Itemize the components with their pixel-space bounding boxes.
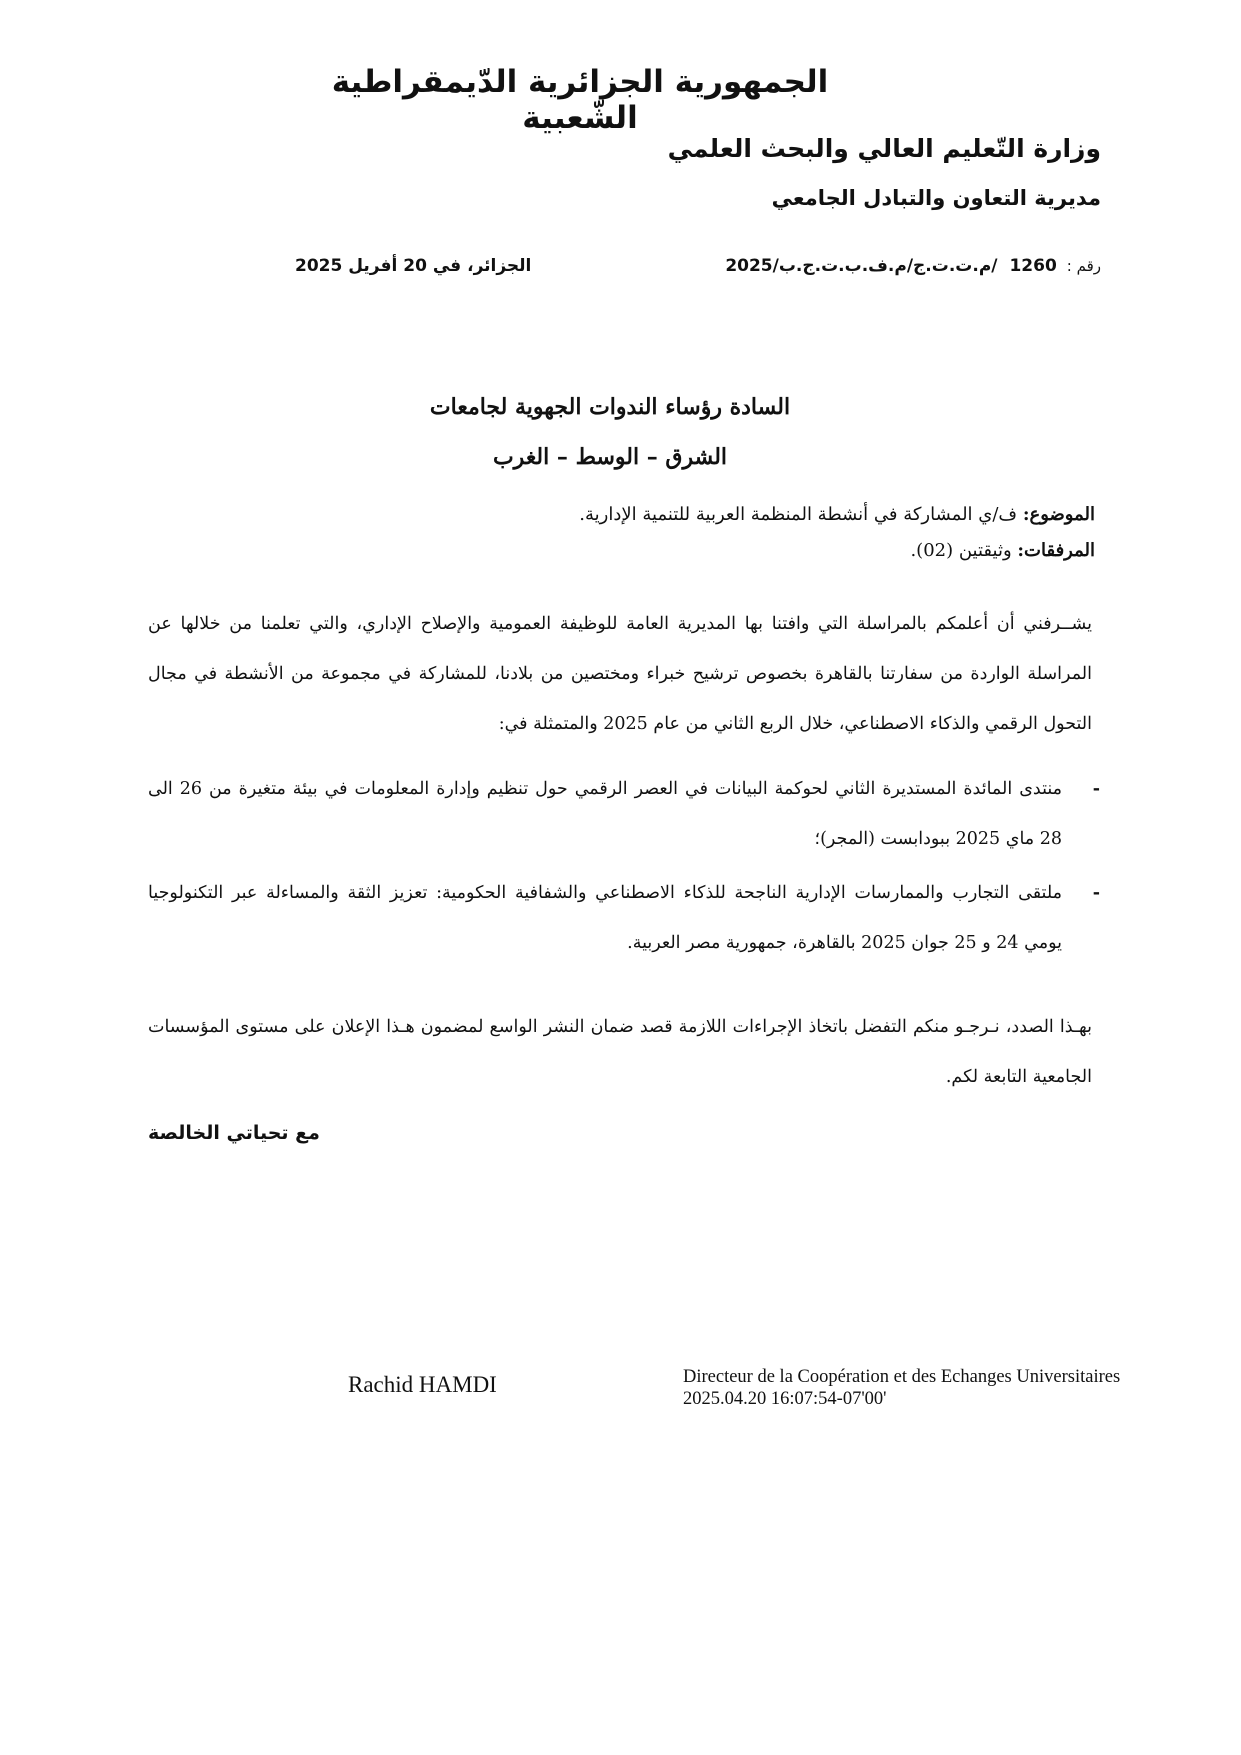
signature-details (683, 1366, 1120, 1410)
subject-text: ف/ي المشاركة في أنشطة المنظمة العربية للتنمية الإدارية. (579, 504, 1018, 525)
attachments-text: وثيقتين (02). (910, 540, 1012, 561)
attachments-label: المرفقات: (1017, 540, 1095, 561)
closing-salutation: مع تحياتي الخالصة (148, 1122, 320, 1144)
reference-block (725, 256, 1101, 276)
subject-label: الموضوع: (1022, 504, 1095, 525)
list-item (148, 868, 1100, 968)
activities-list (148, 764, 1100, 972)
direction-title: مديرية التعاون والتبادل الجامعي (771, 186, 1101, 210)
list-item-text: ملتقى التجارب والممارسات الإدارية الناجحة للذكاء الاصطناعي والشفافية الحكومية: تعزيز الثقة والمساءلة عبر التكنولوجيا يومي 24 و 25 جوان 2025 بالقاهرة، جمهورية مصر العربية. (148, 883, 1062, 953)
republic-title: الجمهورية الجزائرية الدّيمقراطية الشّعبية (331, 64, 829, 136)
recipient-line-1: السادة رؤساء الندوات الجهوية لجامعات (429, 394, 791, 420)
bullet-dash: - (1092, 883, 1100, 903)
reference-number: 1260 (1009, 256, 1057, 276)
recipient-line-2: الشرق – الوسط – الغرب (492, 444, 728, 470)
date-line: الجزائر، في 20 أفريل 2025 (295, 256, 532, 276)
list-item-text: منتدى المائدة المستديرة الثاني لحوكمة البيانات في العصر الرقمي حول تنظيم وإدارة المعلومات في بيئة متغيرة من 26 الى 28 ماي 2025 ببودابست (المجر)؛ (148, 779, 1063, 849)
signature-timestamp: 2025.04.20 16:07:54-07'00' (683, 1389, 887, 1409)
signatory-title: Directeur de la Coopération et des Echanges Universitaires (683, 1367, 1121, 1387)
signatory-name: Rachid HAMDI (348, 1372, 497, 1397)
body-paragraph-2: بهـذا الصدد، نـرجـو منكم التفضل باتخاذ الإجراءات اللازمة قصد ضمان النشر الواسع لمضمون هـذا الإعلان على مستوى المؤسسات الجامعية التابعة لكم. (148, 1017, 1092, 1087)
list-item (148, 764, 1100, 864)
reference-label: رقم : (1066, 257, 1101, 275)
letter-meta (579, 497, 1095, 569)
body-paragraph-1: يشــرفني أن أعلمكم بالمراسلة التي وافتنا بها المديرية العامة للوظيفة العمومية والإصلاح الإداري، والتي تعلمنا من خلالها عن المراسلة الواردة من سفارتنا بالقاهرة بخصوص ترشيح خبراء ومختصين من بلادنا، للمشاركة في مجموعة من الأنشطة في مجال التحول الرقمي والذكاء الاصطناعي، خلال الربع الثاني من عام 2025 والمتمثلة في: (148, 614, 1092, 734)
subject-line (579, 497, 1095, 533)
bullet-dash: - (1092, 779, 1100, 799)
attachments-line (579, 533, 1095, 569)
reference-code: /م.ت.ت.ج/م.ف.ب.ت.ج.ب/2025 (725, 256, 998, 276)
recipient-block (330, 382, 890, 482)
ministry-title: وزارة التّعليم العالي والبحث العلمي (667, 134, 1101, 163)
